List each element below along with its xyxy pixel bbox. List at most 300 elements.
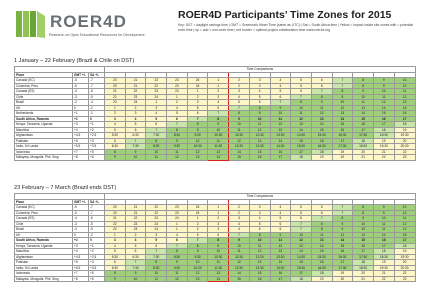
time-cell: 18 bbox=[291, 155, 312, 161]
time-cell: 11 bbox=[249, 243, 270, 249]
time-cell: 3 bbox=[208, 221, 229, 227]
offset-cell: +5 bbox=[73, 260, 89, 266]
time-cell: 8 bbox=[105, 149, 126, 155]
time-cell: 11:30 bbox=[208, 265, 229, 271]
time-cell: 17 bbox=[394, 238, 415, 244]
time-cell: 3 bbox=[229, 89, 250, 95]
time-cell: 23 bbox=[105, 100, 126, 106]
offset-cell: +2 bbox=[73, 238, 89, 244]
time-cell: 5 bbox=[229, 100, 250, 106]
time-cell: 22 bbox=[373, 276, 394, 282]
section-heading-1: 1 January – 22 February (Brazil & Chile on DST) bbox=[14, 58, 135, 64]
time-cell: 14 bbox=[311, 243, 332, 249]
time-cell: 8 bbox=[187, 122, 208, 128]
time-cell: 19 bbox=[394, 249, 415, 255]
time-cell: 10 bbox=[394, 205, 415, 211]
time-cell: 20 bbox=[332, 155, 353, 161]
time-cell: 8 bbox=[229, 111, 250, 117]
place-cell: Indonesia bbox=[15, 149, 73, 155]
time-cell: 15 bbox=[394, 232, 415, 238]
time-cell: 4 bbox=[249, 216, 270, 222]
time-cell: 17 bbox=[291, 271, 312, 277]
time-cell: 5 bbox=[125, 122, 146, 128]
time-cell: 9 bbox=[125, 149, 146, 155]
time-cell: 14 bbox=[373, 105, 394, 111]
time-cell: 8:30 bbox=[167, 254, 188, 260]
time-cell: 5:30 bbox=[105, 254, 126, 260]
offset-cell: +4 bbox=[73, 249, 89, 255]
time-cell: 5 bbox=[125, 243, 146, 249]
time-cell: 11 bbox=[249, 122, 270, 128]
time-cell: 22 bbox=[394, 271, 415, 277]
time-cell: 19 bbox=[394, 127, 415, 133]
time-cell: 6 bbox=[146, 122, 167, 128]
place-cell: Afghanistan bbox=[15, 254, 73, 260]
offset-cell: 0 bbox=[89, 238, 105, 244]
header-cell: SA +/- bbox=[89, 199, 105, 205]
time-cell: 3 bbox=[146, 232, 167, 238]
time-cell: 22 bbox=[105, 94, 126, 100]
time-cell: 16 bbox=[249, 155, 270, 161]
place-cell: UK bbox=[15, 232, 73, 238]
time-cell: 20:30 bbox=[394, 265, 415, 271]
table-row bbox=[15, 155, 416, 161]
time-cell: 14 bbox=[373, 232, 394, 238]
time-cell: 11 bbox=[229, 249, 250, 255]
time-cell: 10 bbox=[125, 155, 146, 161]
time-cell: 9 bbox=[125, 271, 146, 277]
time-cell: 21 bbox=[105, 216, 126, 222]
time-cell: 1 bbox=[187, 89, 208, 95]
time-cell: 3 bbox=[249, 83, 270, 89]
time-cell: 2 bbox=[187, 227, 208, 233]
offset-cell: -3 bbox=[73, 227, 89, 233]
time-cell: 10 bbox=[394, 78, 415, 84]
time-cell: 10 bbox=[229, 122, 250, 128]
place-cell: India, Sri Lanka bbox=[15, 144, 73, 150]
offset-cell: +8 bbox=[73, 276, 89, 282]
time-cell: 14:30 bbox=[270, 265, 291, 271]
time-cell: 8 bbox=[332, 89, 353, 95]
place-cell: UK bbox=[15, 105, 73, 111]
time-cell: 18 bbox=[353, 138, 374, 144]
time-cell: 19:30 bbox=[394, 254, 415, 260]
time-cell: 6 bbox=[125, 249, 146, 255]
time-cell: 9 bbox=[332, 227, 353, 233]
time-cell: 3 bbox=[105, 116, 126, 122]
time-cell: 24 bbox=[187, 205, 208, 211]
time-cell: 8 bbox=[353, 83, 374, 89]
time-cell: 16:30 bbox=[332, 254, 353, 260]
time-cell: 17 bbox=[270, 276, 291, 282]
time-cell: 19 bbox=[311, 155, 332, 161]
time-cell: 22 bbox=[146, 78, 167, 84]
section-heading-2: 23 February – 7 March (Brazil ends DST) bbox=[14, 185, 117, 191]
time-cell: 24 bbox=[187, 210, 208, 216]
time-cell: 16 bbox=[311, 138, 332, 144]
time-cell: 13 bbox=[291, 122, 312, 128]
time-cell: 1 bbox=[208, 83, 229, 89]
time-comparisons-label: Time Comparisons bbox=[105, 194, 416, 200]
time-cell: 15 bbox=[394, 105, 415, 111]
header-cell: GMT +/- bbox=[73, 72, 89, 78]
time-cell: 18 bbox=[394, 122, 415, 128]
time-cell: 7 bbox=[146, 127, 167, 133]
time-cell: 15 bbox=[291, 260, 312, 266]
time-cell: 9 bbox=[373, 78, 394, 84]
time-cell: 17:30 bbox=[353, 133, 374, 139]
time-cell: 17 bbox=[332, 260, 353, 266]
offset-cell: -4 bbox=[89, 100, 105, 106]
time-cell: 4 bbox=[208, 100, 229, 106]
time-cell: 11 bbox=[353, 100, 374, 106]
time-cell: 10 bbox=[125, 276, 146, 282]
time-cell: 21 bbox=[125, 210, 146, 216]
time-cell: 9 bbox=[167, 260, 188, 266]
time-cell: 6 bbox=[270, 94, 291, 100]
time-cell: 6 bbox=[311, 83, 332, 89]
offset-cell: +4.5 bbox=[73, 254, 89, 260]
offset-cell: -1 bbox=[89, 111, 105, 117]
place-cell: South Africa, Rwanda bbox=[15, 116, 73, 122]
offset-cell: +8 bbox=[73, 155, 89, 161]
time-cell: 14 bbox=[270, 138, 291, 144]
time-cell: 14:30 bbox=[291, 254, 312, 260]
time-cell: 18 bbox=[373, 127, 394, 133]
offset-cell: +3 bbox=[89, 260, 105, 266]
time-cell: 7 bbox=[229, 232, 250, 238]
place-cell: South Africa, Rwanda bbox=[15, 238, 73, 244]
time-cell: 2 bbox=[167, 100, 188, 106]
time-cell: 10 bbox=[249, 116, 270, 122]
time-cell: 24 bbox=[146, 221, 167, 227]
time-cell: 4 bbox=[229, 227, 250, 233]
time-cell: 18:30 bbox=[353, 265, 374, 271]
time-cell: 9 bbox=[270, 105, 291, 111]
time-cell: 20 bbox=[353, 271, 374, 277]
time-cell: 24 bbox=[146, 94, 167, 100]
time-cell: 9 bbox=[353, 89, 374, 95]
time-cell: 5 bbox=[167, 111, 188, 117]
time-cell: 12 bbox=[187, 149, 208, 155]
time-cell: 5 bbox=[270, 89, 291, 95]
time-cell: 19 bbox=[332, 271, 353, 277]
time-cell: 20 bbox=[394, 260, 415, 266]
time-cell: 1 bbox=[105, 105, 126, 111]
time-cell: 2 bbox=[229, 78, 250, 84]
time-cell: 4 bbox=[270, 210, 291, 216]
time-cell: 4 bbox=[229, 94, 250, 100]
time-cell: 11 bbox=[373, 94, 394, 100]
time-cell: 12 bbox=[270, 243, 291, 249]
time-cell: 18:30 bbox=[353, 144, 374, 150]
time-cell: 22 bbox=[394, 149, 415, 155]
time-cell: 13 bbox=[332, 111, 353, 117]
time-cell: 9 bbox=[332, 221, 353, 227]
offset-cell: -6 bbox=[89, 216, 105, 222]
time-cell: 12:30 bbox=[229, 265, 250, 271]
time-cell: 10 bbox=[187, 260, 208, 266]
time-cell: 10 bbox=[332, 100, 353, 106]
time-cell: 15:30 bbox=[311, 254, 332, 260]
time-cell: 11 bbox=[208, 260, 229, 266]
time-cell: 12:30 bbox=[229, 144, 250, 150]
offset-cell: -5 bbox=[89, 94, 105, 100]
time-cell: 22 bbox=[125, 216, 146, 222]
time-cell: 10:30 bbox=[208, 133, 229, 139]
time-cell: 3 bbox=[208, 227, 229, 233]
time-cell: 14 bbox=[291, 249, 312, 255]
place-cell: Colombia, Peru bbox=[15, 210, 73, 216]
time-cell: 5 bbox=[105, 249, 126, 255]
time-cell: 9 bbox=[249, 111, 270, 117]
time-cell: 8 bbox=[187, 243, 208, 249]
place-cell: Mauritius bbox=[15, 127, 73, 133]
time-cell: 9 bbox=[105, 155, 126, 161]
time-cell: 20 bbox=[105, 83, 126, 89]
time-cell: 8 bbox=[249, 232, 270, 238]
time-cell: 6 bbox=[311, 78, 332, 84]
time-cell: 13 bbox=[353, 232, 374, 238]
time-cell: 13 bbox=[208, 149, 229, 155]
time-cell: 12 bbox=[394, 227, 415, 233]
time-cell: 12 bbox=[270, 122, 291, 128]
header-cell: SA +/- bbox=[89, 72, 105, 78]
time-cell: 6 bbox=[167, 116, 188, 122]
time-cell: 7:30 bbox=[125, 144, 146, 150]
time-cell: 7 bbox=[291, 221, 312, 227]
time-cell: 22 bbox=[373, 155, 394, 161]
time-cell: 11 bbox=[167, 271, 188, 277]
offset-cell: +6 bbox=[89, 276, 105, 282]
time-cell: 18 bbox=[373, 249, 394, 255]
time-cell: 1 bbox=[208, 78, 229, 84]
time-cell: 10 bbox=[249, 238, 270, 244]
time-cell: 10:30 bbox=[187, 265, 208, 271]
time-cell: 12 bbox=[332, 105, 353, 111]
time-cell: 8:30 bbox=[146, 265, 167, 271]
time-cell: 10 bbox=[146, 271, 167, 277]
time-cell: 14 bbox=[311, 122, 332, 128]
time-cell: 13 bbox=[187, 155, 208, 161]
time-cell: 9 bbox=[332, 94, 353, 100]
time-cell: 2 bbox=[187, 221, 208, 227]
offset-cell: +6 bbox=[89, 155, 105, 161]
time-cell: 5 bbox=[146, 238, 167, 244]
time-cell: 8 bbox=[249, 105, 270, 111]
time-cell: 23 bbox=[125, 227, 146, 233]
time-cell: 5 bbox=[291, 205, 312, 211]
time-cell: 7 bbox=[311, 89, 332, 95]
table-row bbox=[15, 276, 416, 282]
time-cell: 10 bbox=[187, 138, 208, 144]
time-cell: 17 bbox=[373, 122, 394, 128]
time-cell: 22 bbox=[105, 221, 126, 227]
time-cell: 16 bbox=[353, 122, 374, 128]
time-cell: 18 bbox=[353, 260, 374, 266]
header-cell: Place bbox=[15, 199, 73, 205]
time-cell: 2 bbox=[208, 89, 229, 95]
offset-cell: -5 bbox=[89, 227, 105, 233]
time-cell: 7 bbox=[332, 78, 353, 84]
time-cell: 9 bbox=[311, 100, 332, 106]
time-cell: 8 bbox=[311, 221, 332, 227]
time-cell: 7:30 bbox=[125, 265, 146, 271]
time-cell: 6 bbox=[311, 210, 332, 216]
offset-cell: -2 bbox=[89, 105, 105, 111]
time-cell: 4 bbox=[167, 105, 188, 111]
time-cell: 16:30 bbox=[311, 144, 332, 150]
time-cell: 18:30 bbox=[373, 254, 394, 260]
time-cell: 11 bbox=[167, 149, 188, 155]
offset-cell: -5 bbox=[73, 78, 89, 84]
time-cell: 5 bbox=[291, 78, 312, 84]
header-cell: GMT +/- bbox=[73, 199, 89, 205]
offset-cell: +2 bbox=[89, 249, 105, 255]
time-cell: 1 bbox=[167, 94, 188, 100]
time-cell: 15 bbox=[373, 111, 394, 117]
time-cell: 17 bbox=[332, 138, 353, 144]
offset-cell: +4.5 bbox=[73, 133, 89, 139]
time-cell: 17 bbox=[394, 116, 415, 122]
time-cell: 21 bbox=[373, 271, 394, 277]
time-cell: 20 bbox=[353, 149, 374, 155]
time-cell: 6:30 bbox=[105, 265, 126, 271]
header-cell: Place bbox=[15, 72, 73, 78]
time-cell: 23 bbox=[394, 276, 415, 282]
offset-cell: 0 bbox=[89, 116, 105, 122]
time-cell: 13 bbox=[208, 271, 229, 277]
time-cell: 10 bbox=[291, 105, 312, 111]
time-cell: 11 bbox=[270, 116, 291, 122]
time-cell: 5 bbox=[291, 83, 312, 89]
time-cell: 11:30 bbox=[229, 254, 250, 260]
time-cell: 11 bbox=[373, 227, 394, 233]
time-cell: 7 bbox=[187, 238, 208, 244]
time-cell: 13 bbox=[270, 249, 291, 255]
book-icon bbox=[14, 8, 46, 42]
time-cell: 6 bbox=[105, 138, 126, 144]
time-cell: 6 bbox=[208, 232, 229, 238]
time-cell: 23 bbox=[167, 205, 188, 211]
offset-cell: +2.5 bbox=[89, 133, 105, 139]
place-cell: Malaysia, Mongolia, Phil, Sing bbox=[15, 155, 73, 161]
time-cell: 14:30 bbox=[270, 144, 291, 150]
time-cell: 17:30 bbox=[353, 254, 374, 260]
offset-cell: -4 bbox=[73, 216, 89, 222]
time-cell: 2 bbox=[229, 210, 250, 216]
time-cell: 8 bbox=[311, 227, 332, 233]
time-cell: 10:30 bbox=[208, 254, 229, 260]
offset-cell: -6 bbox=[89, 89, 105, 95]
time-cell: 8 bbox=[311, 94, 332, 100]
time-cell: 11:30 bbox=[208, 144, 229, 150]
time-cell: 2 bbox=[229, 205, 250, 211]
time-cell: 10 bbox=[208, 249, 229, 255]
time-cell: 10 bbox=[229, 243, 250, 249]
time-cell: 11 bbox=[146, 276, 167, 282]
time-cell: 24 bbox=[125, 100, 146, 106]
time-cell: 11 bbox=[394, 89, 415, 95]
time-cell: 7:30 bbox=[146, 133, 167, 139]
time-cell: 15 bbox=[353, 238, 374, 244]
time-cell: 12:30 bbox=[249, 133, 270, 139]
time-cell: 22 bbox=[146, 83, 167, 89]
time-cell: 2 bbox=[125, 232, 146, 238]
time-cell: 11 bbox=[311, 232, 332, 238]
time-cell: 16 bbox=[373, 238, 394, 244]
time-cell: 16 bbox=[249, 276, 270, 282]
time-cell: 21 bbox=[105, 89, 126, 95]
time-cell: 13 bbox=[249, 260, 270, 266]
time-cell: 19 bbox=[373, 138, 394, 144]
time-cell: 1 bbox=[167, 221, 188, 227]
place-cell: Canada (EC) bbox=[15, 78, 73, 84]
time-cell: 8 bbox=[353, 205, 374, 211]
time-cell: 7 bbox=[332, 205, 353, 211]
time-cell: 6:30 bbox=[125, 133, 146, 139]
offset-cell: +3 bbox=[89, 138, 105, 144]
offset-cell: +5 bbox=[89, 271, 105, 277]
time-cell: 17:30 bbox=[332, 265, 353, 271]
place-cell: Canada (EC) bbox=[15, 205, 73, 211]
time-cell: 8 bbox=[332, 216, 353, 222]
time-cell: 18:30 bbox=[373, 133, 394, 139]
time-cell: 15 bbox=[229, 276, 250, 282]
time-cell: 21 bbox=[353, 155, 374, 161]
time-cell: 1 bbox=[187, 216, 208, 222]
time-cell: 8 bbox=[291, 100, 312, 106]
time-cell: 24 bbox=[187, 83, 208, 89]
time-cell: 14 bbox=[208, 155, 229, 161]
time-cell: 3 bbox=[249, 205, 270, 211]
time-cell: 5 bbox=[249, 227, 270, 233]
time-cell: 10:30 bbox=[187, 144, 208, 150]
time-cell: 7 bbox=[187, 116, 208, 122]
time-cell: 6 bbox=[146, 243, 167, 249]
offset-cell: -3 bbox=[73, 94, 89, 100]
time-cell: 6 bbox=[249, 100, 270, 106]
time-table-1 bbox=[14, 66, 416, 161]
time-cell: 10 bbox=[270, 111, 291, 117]
time-cell: 14 bbox=[229, 149, 250, 155]
time-cell: 10 bbox=[373, 89, 394, 95]
time-cell: 3 bbox=[229, 216, 250, 222]
time-cell: 7 bbox=[332, 83, 353, 89]
time-cell: 21 bbox=[125, 83, 146, 89]
time-cell: 7 bbox=[270, 100, 291, 106]
time-cell: 6 bbox=[291, 89, 312, 95]
time-cell: 2 bbox=[208, 216, 229, 222]
time-cell: 9:30 bbox=[187, 254, 208, 260]
offset-cell: +1 bbox=[89, 243, 105, 249]
time-cell: 2 bbox=[105, 111, 126, 117]
time-cell: 5 bbox=[249, 221, 270, 227]
time-cell: 1 bbox=[208, 210, 229, 216]
time-cell: 13 bbox=[311, 116, 332, 122]
time-cell: 3 bbox=[249, 210, 270, 216]
time-cell: 10 bbox=[353, 227, 374, 233]
time-cell: 9 bbox=[373, 83, 394, 89]
place-cell: Brazil bbox=[15, 227, 73, 233]
time-cell: 8 bbox=[167, 249, 188, 255]
time-cell: 7 bbox=[146, 249, 167, 255]
time-cell: 4 bbox=[229, 221, 250, 227]
time-cell: 13 bbox=[353, 105, 374, 111]
time-cell: 16 bbox=[332, 249, 353, 255]
time-cell: 15:30 bbox=[291, 265, 312, 271]
time-cell: 12:30 bbox=[249, 254, 270, 260]
